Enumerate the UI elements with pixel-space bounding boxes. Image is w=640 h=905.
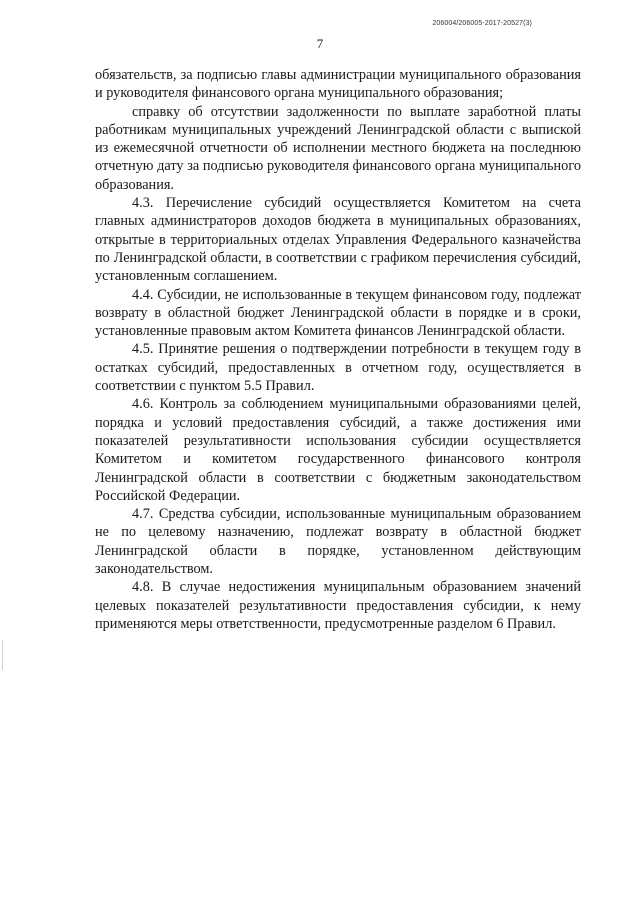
paragraph-continuation: обязательств, за подписью главы администрации муниципального образования и руководителя финансового органа муниципального образования; bbox=[95, 67, 581, 102]
scan-edge-mark bbox=[2, 640, 3, 670]
paragraph-4-7: 4.7. Средства субсидии, использованные муниципальным образованием не по целевому назначению, подлежат возврату в областной бюджет Ленинградской области в порядке, установленном действующим законодательством. bbox=[95, 506, 581, 578]
paragraph-4-6: 4.6. Контроль за соблюдением муниципальными образованиями целей, порядка и условий предоставления субсидий, а также достижения ими показателей результативности использования субсидии осуществляется Комитетом и комитетом государственного финансового контроля Ленинградской области в соответствии с бюджетным законодательством Российской Федерации. bbox=[95, 396, 581, 504]
paragraph-4-8: 4.8. В случае недостижения муниципальным образованием значений целевых показателей результативности предоставления субсидии, к нему применяются меры ответственности, предусмотренные разделом 6 Правил. bbox=[95, 579, 581, 632]
paragraph-salary-debt-certificate: справку об отсутствии задолженности по выплате заработной платы работникам муниципальных учреждений Ленинградской области с выпиской из ежемесячной отчетности об исполнении местного бюджета на последнюю отчетную дату за подписью руководителя финансового органа муниципального образования. bbox=[95, 103, 581, 193]
paragraph-4-5: 4.5. Принятие решения о подтверждении потребности в текущем году в остатках субсидий, предоставленных в отчетном году, осуществляется в соответствии с пунктом 5.5 Правил. bbox=[95, 341, 581, 395]
document-registration-code: 206004/206005-2017-20527(3) bbox=[432, 20, 532, 27]
page-number: 7 bbox=[316, 36, 324, 51]
document-body bbox=[95, 66, 581, 633]
paragraph-4-4: 4.4. Субсидии, не использованные в текущем финансовом году, подлежат возврату в областной бюджет Ленинградской области в порядке и в сроки, установленные правовым актом Комитета финансов Ленинградской области. bbox=[95, 286, 581, 340]
paragraph-4-3: 4.3. Перечисление субсидий осуществляется Комитетом на счета главных администраторов доходов бюджета в муниципальных образованиях, открытые в территориальных отделах Управления Федерального казначейства по Ленинградской области, в соответствии с графиком перечисления субсидий, установленным соглашением. bbox=[95, 195, 581, 285]
